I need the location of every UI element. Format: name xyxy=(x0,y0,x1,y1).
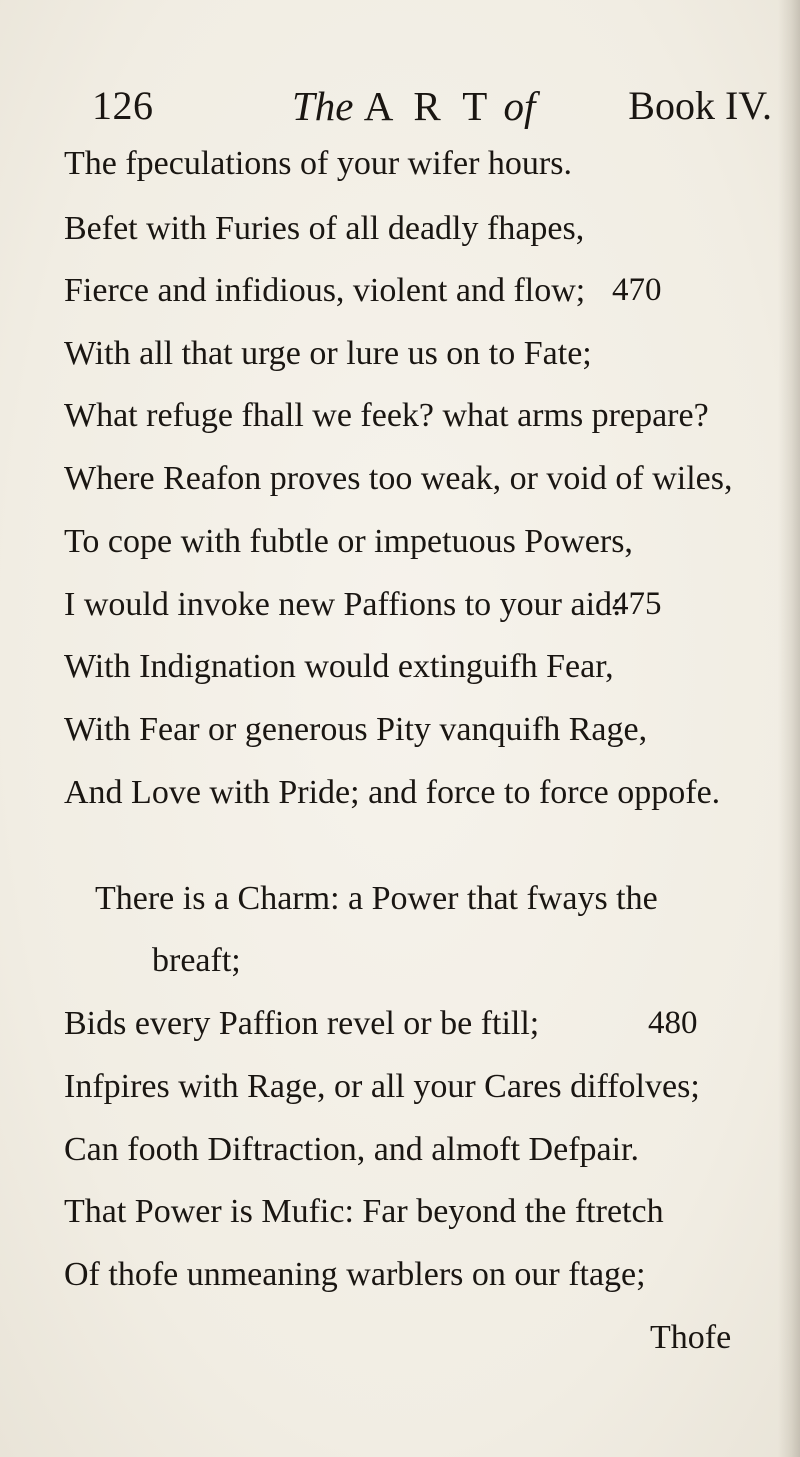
verse-line-text: breaft; xyxy=(152,942,241,979)
verse-line-text: With all that urge or lure us on to Fate; xyxy=(64,335,592,372)
catchword: Thofe xyxy=(650,1319,732,1356)
verse-line-text: Fierce and infidious, violent and flow; xyxy=(64,272,586,309)
book-reference: Book IV. xyxy=(628,83,772,128)
line-number: 480 xyxy=(648,1005,698,1041)
page-number: 126 xyxy=(92,83,154,128)
verse-line-text: Befet with Furies of all deadly fhapes, xyxy=(64,210,585,247)
running-head-art: A R T xyxy=(363,83,494,129)
verse-line-text: What refuge fhall we feek? what arms prepare? xyxy=(64,397,709,434)
page-edge-shadow xyxy=(778,0,800,1457)
verse-line-text: The fpeculations of your wifer hours. xyxy=(64,145,572,182)
verse-line-text: That Power is Mufic: Far beyond the ftretch xyxy=(64,1193,664,1230)
verse-line-text: To cope with fubtle or impetuous Powers, xyxy=(64,523,633,560)
line-number: 475 xyxy=(612,586,662,622)
verse-line-text: Infpires with Rage, or all your Cares diffolves; xyxy=(64,1068,700,1105)
verse-line-text: I would invoke new Paffions to your aid: xyxy=(64,586,622,623)
verse-line-text: Where Reafon proves too weak, or void of wiles, xyxy=(64,460,733,497)
verse-line-text: And Love with Pride; and force to force oppofe. xyxy=(64,774,721,811)
verse-line-text: Of thofe unmeaning warblers on our ftage; xyxy=(64,1256,646,1293)
running-head-of: of xyxy=(503,83,536,129)
verse-line-text: Can footh Diftraction, and almoft Defpair. xyxy=(64,1131,639,1168)
running-head-the: The xyxy=(292,83,354,129)
running-head-title xyxy=(292,82,535,130)
verse-line-text: Bids every Paffion revel or be ftill; xyxy=(64,1005,540,1042)
verse-line-text: With Indignation would extinguifh Fear, xyxy=(64,648,614,685)
line-number: 470 xyxy=(612,272,662,308)
running-head xyxy=(0,82,800,132)
verse-line-text: There is a Charm: a Power that fways the xyxy=(95,880,658,917)
verse-line-text: With Fear or generous Pity vanquifh Rage, xyxy=(64,711,648,748)
